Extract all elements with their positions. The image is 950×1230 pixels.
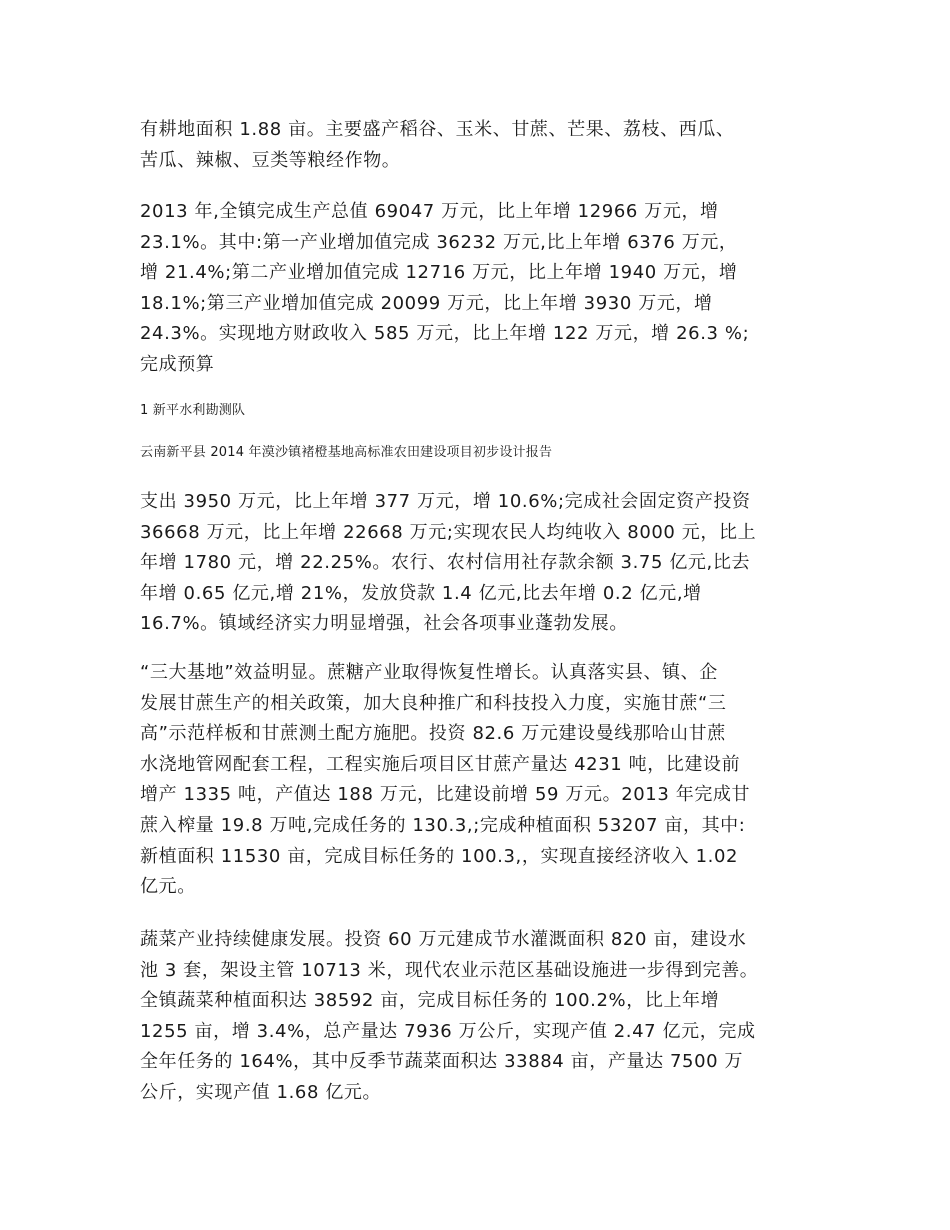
text-line: 增产 1335 吨，产值达 188 万元，比建设前增 59 万元。2013 年完成甘 xyxy=(140,784,751,806)
text-line: 24.3%。实现地方财政收入 585 万元，比上年增 122 万元，增 26.3 %; xyxy=(140,323,750,345)
text-line: 公斤，实现产值 1.68 亿元。 xyxy=(140,1081,382,1103)
text-line: 新植面积 11530 亩，完成目标任务的 100.3,，实现直接经济收入 1.02 xyxy=(140,845,739,867)
text-line: 蔬菜产业持续健康发展。投资 60 万元建成节水灌溉面积 820 亩，建设水 xyxy=(140,929,747,950)
text-line: 全年任务的 164%，其中反季节蔬菜面积达 33884 亩，产量达 7500 万 xyxy=(140,1051,744,1073)
text-line: 完成预算 xyxy=(140,353,215,375)
text-line: 23.1%。其中:第一产业增加值完成 36232 万元,比上年增 6376 万元， xyxy=(140,231,738,253)
text-line: 苦瓜、辣椒、豆类等粮经作物。 xyxy=(140,149,401,171)
text-line: 增 21.4%;第二产业增加值完成 12716 万元，比上年增 1940 万元，增 xyxy=(140,262,738,284)
page-number-line: 1 新平水利勘测队 xyxy=(140,403,246,418)
paragraph-3 xyxy=(140,487,820,640)
text-line: 16.7%。镇域经济实力明显增强，社会各项事业蓬勃发展。 xyxy=(140,613,628,635)
text-line: 36668 万元，比上年增 22668 万元;实现农民人均纯收入 8000 元，比上 xyxy=(140,521,757,543)
text-line: 亿元。 xyxy=(140,876,196,898)
paragraph-5 xyxy=(140,925,820,1109)
text-line: 蔗入榨量 19.8 万吨,完成任务的 130.3,;完成种植面积 53207 亩，其中: xyxy=(140,814,746,836)
text-line: 年增 1780 元，增 22.25%。农行、农村信用社存款余额 3.75 亿元,比去 xyxy=(140,552,751,574)
paragraph-1 xyxy=(140,115,820,176)
text-line: 18.1%;第三产业增加值完成 20099 万元，比上年增 3930 万元，增 xyxy=(140,292,713,314)
text-line: 水浇地管网配套工程，工程实施后项目区甘蔗产量达 4231 吨，比建设前 xyxy=(140,753,741,775)
text-line: 全镇蔬菜种植面积达 38592 亩，完成目标任务的 100.2%，比上年增 xyxy=(140,990,720,1012)
text-line: 高”示范样板和甘蔗测土配方施肥。投资 82.6 万元建设曼线那哈山甘蔗 xyxy=(140,723,726,745)
text-line: 年增 0.65 亿元,增 21%，发放贷款 1.4 亿元,比去年增 0.2 亿元,增 xyxy=(140,582,702,604)
text-line: 池 3 套，架设主管 10713 米，现代农业示范区基础设施进一步得到完善。 xyxy=(140,959,759,981)
text-line: “三大基地”效益明显。蔗糖产业取得恢复性增长。认真落实县、镇、企 xyxy=(140,662,718,683)
text-line: 发展甘蔗生产的相关政策，加大良种推广和科技投入力度，实施甘蔗“三 xyxy=(140,692,727,714)
paragraph-2 xyxy=(140,197,820,381)
text-line: 2013 年,全镇完成生产总值 69047 万元，比上年增 12966 万元，增 xyxy=(140,201,719,222)
text-line: 有耕地面积 1.88 亩。主要盛产稻谷、玉米、甘蔗、芒果、荔枝、西瓜、 xyxy=(140,119,735,140)
paragraph-4 xyxy=(140,658,820,903)
text-line: 1255 亩，增 3.4%，总产量达 7936 万公斤，实现产值 2.47 亿元，完成 xyxy=(140,1020,756,1042)
report-title: 云南新平县 2014 年漠沙镇褚橙基地高标准农田建设项目初步设计报告 xyxy=(140,445,553,460)
text-line: 支出 3950 万元，比上年增 377 万元，增 10.6%;完成社会固定资产投资 xyxy=(140,491,751,512)
